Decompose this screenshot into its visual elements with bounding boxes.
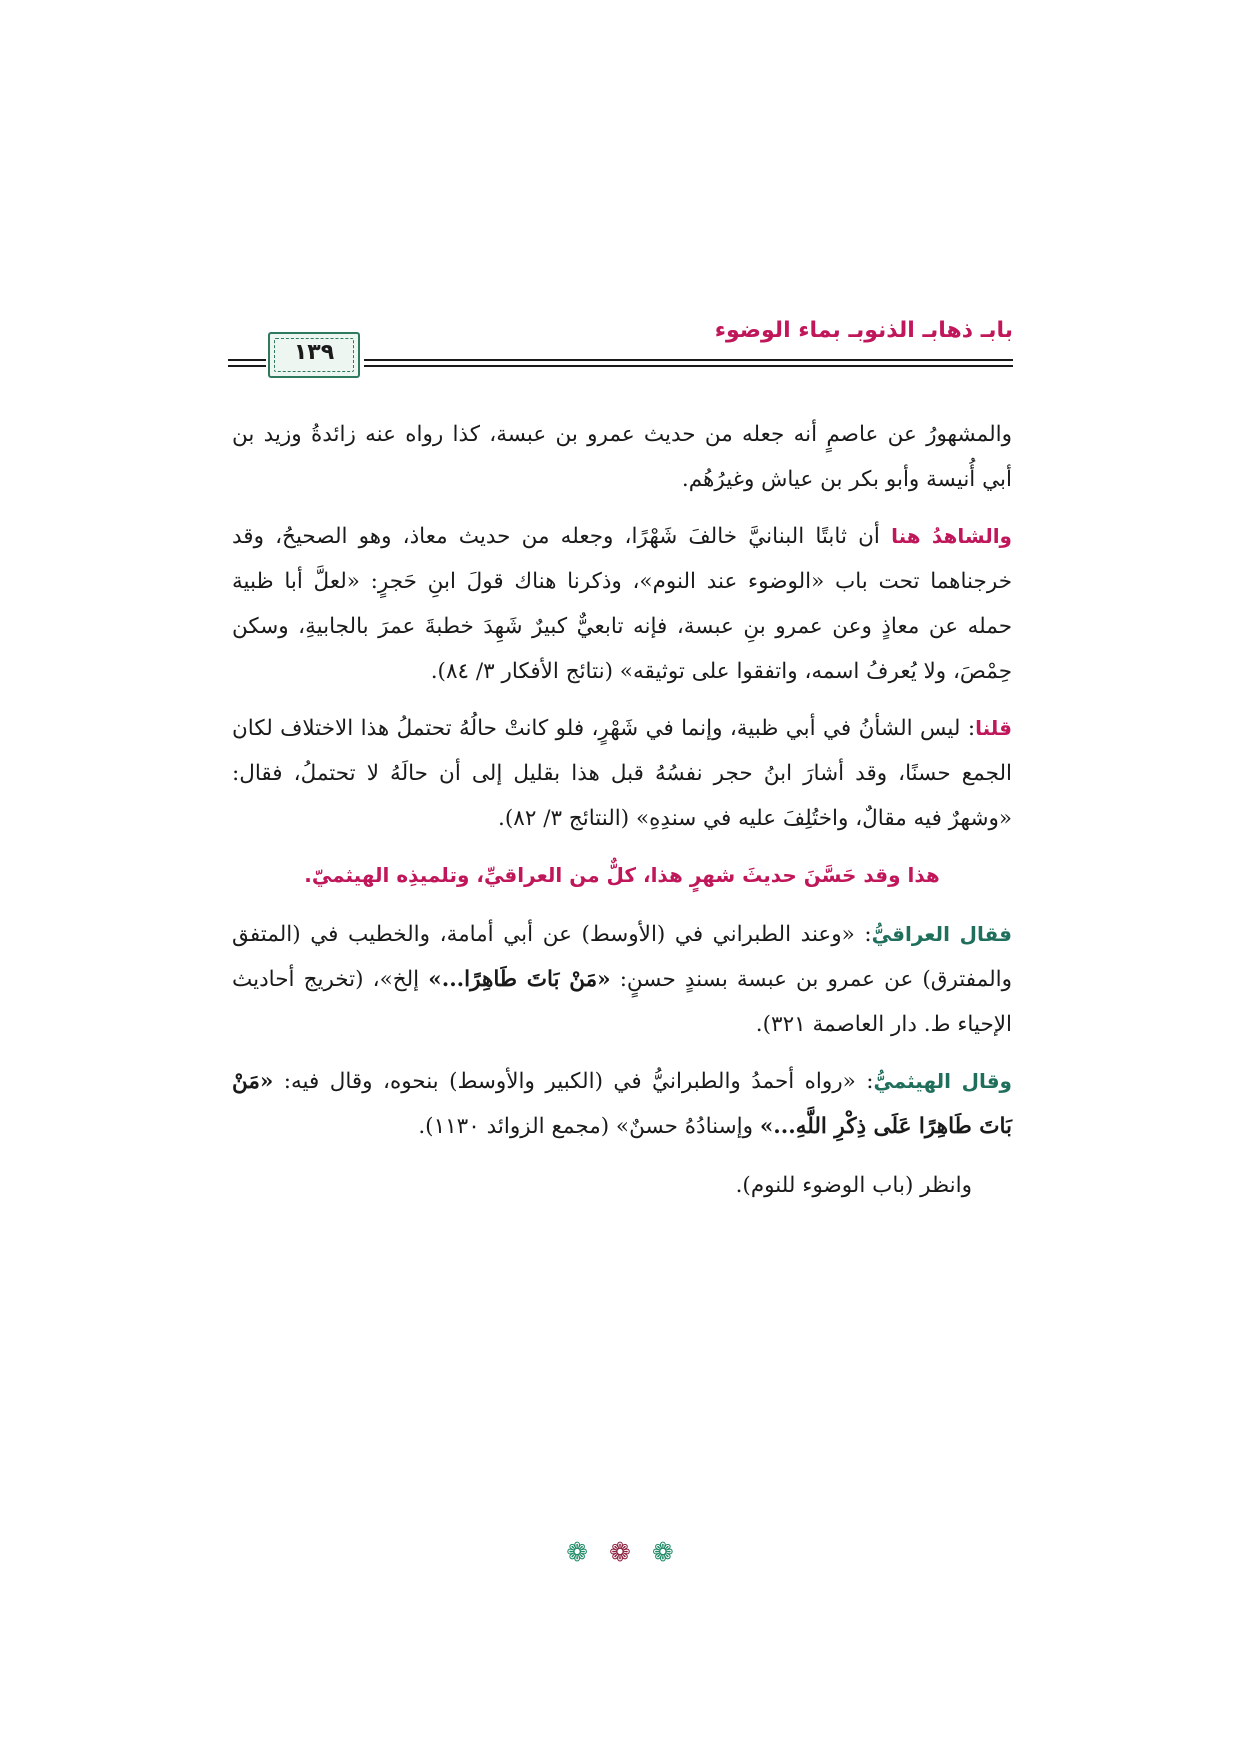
flower-ornament-icon: ❁ <box>566 1538 588 1568</box>
flower-ornament-icon: ❁ <box>651 1538 674 1568</box>
section-end-ornaments <box>0 1539 1240 1567</box>
paragraph-3-text: : ليس الشأنُ في أبي ظبية، وإنما في شَهْرٍ، فلو كانتْ حالُهُ تحتملُ هذا الاختلاف لكان الجمع حسنًا، وقد أشارَ ابنُ حجر نفسُهُ قبل هذا بقليل إلى أن حالَهُ لا تحتملُ، فقال: «وشهرٌ فيه مقالٌ، واختُلِفَ عليه في سندِهِ» (النتائج ٣/ ٨٢). <box>232 716 1012 831</box>
flower-ornament-icon: ❁ <box>609 1538 631 1568</box>
paragraph-5 <box>232 1059 1012 1149</box>
running-header <box>228 318 1013 388</box>
paragraph-4-text-b: إلخ»، (تخريج أحاديث الإحياء ط. دار العاصمة ٣٢١). <box>232 967 1012 1037</box>
paragraph-5-text-a: : «رواه أحمدُ والطبرانيُّ في (الكبير والأوسط) بنحوه، وقال فيه: <box>273 1069 874 1094</box>
main-text <box>232 412 1012 1220</box>
section-heading: هذا وقد حَسَّنَ حديثَ شهرٍ هذا، كلٌّ من العراقيِّ، وتلميذِه الهيثميّ. <box>304 863 940 887</box>
paragraph-3-lead: قلنا <box>975 716 1012 740</box>
paragraph-6 <box>232 1163 1012 1208</box>
paragraph-4-lead: فقال العراقيُّ <box>871 922 1012 946</box>
header-rule-top <box>364 359 1013 361</box>
paragraph-1 <box>232 412 1012 502</box>
header-rule-bottom <box>364 365 1013 367</box>
paragraph-1-text: والمشهورُ عن عاصمٍ أنه جعله من حديث عمرو بن عبسة، كذا رواه عنه زائدةُ وزيد بن أبي أُنيسة وأبو بكر بن عياش وغيرُهُم. <box>232 422 1012 492</box>
paragraph-4 <box>232 912 1012 1047</box>
paragraph-4-text-a: : «وعند الطبراني في (الأوسط) عن أبي أمامة، والخطيب في (المتفق والمفترق) عن عمرو بن عبسة بسندٍ حسنٍ: <box>232 922 1013 992</box>
paragraph-6-text: وانظر (باب الوضوء للنوم). <box>735 1173 972 1198</box>
paragraph-4-hadith: «مَنْ بَاتَ طَاهِرًا...» <box>428 967 611 992</box>
paragraph-5-lead: وقال الهيثميُّ <box>873 1069 1012 1093</box>
paragraph-2 <box>232 514 1012 694</box>
paragraph-5-hadith: «مَنْ بَاتَ طَاهِرًا عَلَى ذِكْرِ اللَّهِ...» <box>232 1069 1012 1139</box>
paragraph-5-text-b: وإسنادُهُ حسنٌ» (مجمع الزوائد ١١٣٠). <box>418 1114 760 1139</box>
paragraph-3 <box>232 706 1012 841</box>
paragraph-2-text: أن ثابتًا البنانيَّ خالفَ شَهْرًا، وجعله من حديث معاذ، وهو الصحيحُ، وقد خرجناهما تحت باب «الوضوء عند النوم»، وذكرنا هناك قولَ ابنِ حَجرٍ: «لعلَّ أبا ظبية حمله عن معاذٍ وعن عمرو بنِ عبسة، فإنه تابعيٌّ كبيرٌ شَهِدَ خطبةَ عمرَ بالجابيةِ، وسكن حِمْصَ، ولا يُعرفُ اسمه، واتفقوا على توثيقه» (نتائج الأفكار ٣/ ٨٤). <box>232 524 1012 684</box>
chapter-title: بابـ ذهابـ الذنوبـ بماء الوضوء <box>714 318 1013 343</box>
paragraph-2-lead: والشاهدُ هنا <box>891 524 1012 548</box>
header-rule-left-top <box>228 359 266 361</box>
page-number-frame <box>268 332 360 378</box>
page-number: ١٣٩ <box>293 340 335 365</box>
header-rule-left-bottom <box>228 365 266 367</box>
